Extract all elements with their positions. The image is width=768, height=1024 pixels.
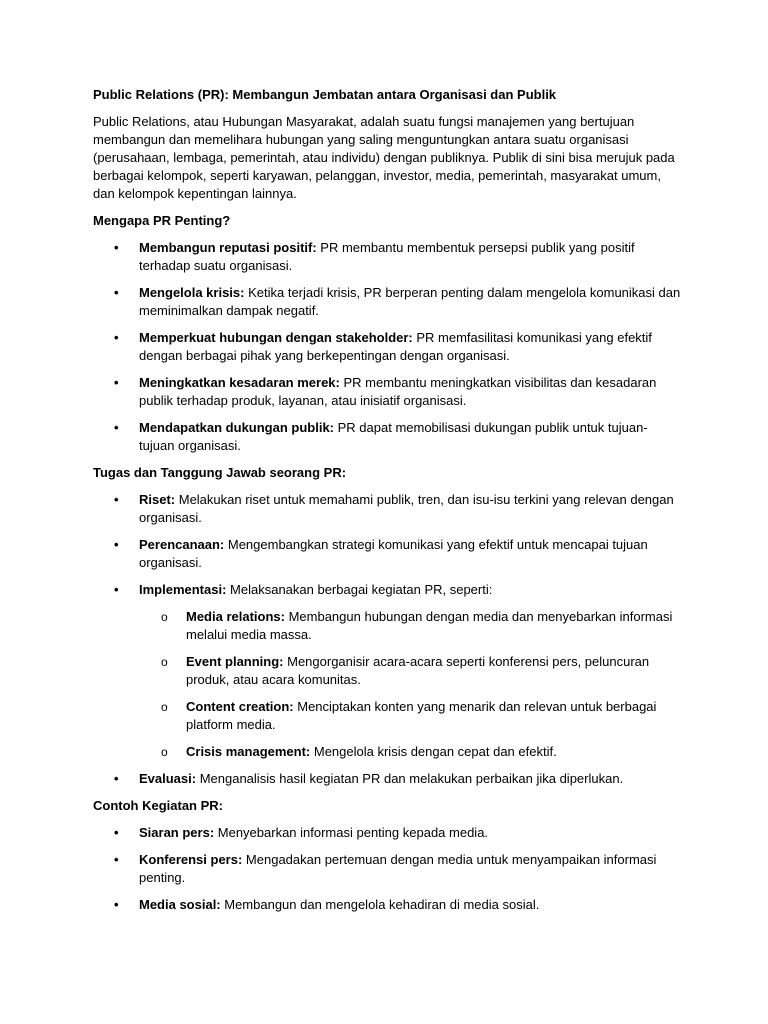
item-text: Melakukan riset untuk memahami publik, tren, dan isu-isu terkini yang relevan dengan organisasi. <box>139 492 674 525</box>
item-label: Membangun reputasi positif: <box>139 240 317 255</box>
item-label: Riset: <box>139 492 176 507</box>
document-page <box>93 86 683 923</box>
item-text: PR dapat memobilisasi dukungan publik untuk tujuan-tujuan organisasi. <box>139 420 648 453</box>
list-item <box>93 491 683 527</box>
examples-list <box>93 824 683 914</box>
list-item <box>93 419 683 455</box>
bullet-icon: • <box>114 492 119 507</box>
why-pr-list <box>93 239 683 455</box>
bullet-icon: • <box>114 375 119 390</box>
bullet-icon: • <box>114 285 119 300</box>
item-label: Content creation: <box>186 699 294 714</box>
sub-list-item <box>139 653 683 689</box>
item-text: Ketika terjadi krisis, PR berperan penting dalam mengelola komunikasi dan meminimalkan dampak negatif. <box>139 285 681 318</box>
item-text: Mengembangkan strategi komunikasi yang efektif untuk mencapai tujuan organisasi. <box>139 537 648 570</box>
item-label: Meningkatkan kesadaran merek: <box>139 375 340 390</box>
item-text: PR membantu meningkatkan visibilitas dan kesadaran publik terhadap produk, layanan, atau inisiatif organisasi. <box>139 375 657 408</box>
item-label: Media relations: <box>186 609 285 624</box>
bullet-icon: • <box>114 420 119 435</box>
item-label: Event planning: <box>186 654 284 669</box>
item-text: Mengadakan pertemuan dengan media untuk menyampaikan informasi penting. <box>139 852 657 885</box>
item-text: PR memfasilitasi komunikasi yang efektif dengan berbagai pihak yang berkepentingan dengan organisasi. <box>139 330 652 363</box>
item-label: Memperkuat hubungan dengan stakeholder: <box>139 330 413 345</box>
sub-list-item <box>139 608 683 644</box>
item-label: Mendapatkan dukungan publik: <box>139 420 335 435</box>
sub-bullet-icon: o <box>161 745 168 759</box>
item-text: Mengorganisir acara-acara seperti konferensi pers, peluncuran produk, atau acara komunitas. <box>186 654 650 687</box>
item-label: Mengelola krisis: <box>139 285 245 300</box>
sub-bullet-icon: o <box>161 655 168 669</box>
item-text: Menganalisis hasil kegiatan PR dan melakukan perbaikan jika diperlukan. <box>196 771 624 786</box>
item-label: Media sosial: <box>139 897 221 912</box>
sub-list-item <box>139 698 683 734</box>
bullet-icon: • <box>114 852 119 867</box>
list-item <box>93 329 683 365</box>
list-item <box>93 851 683 887</box>
duties-heading: Tugas dan Tanggung Jawab seorang PR: <box>93 465 347 480</box>
bullet-icon: • <box>114 582 119 597</box>
sub-bullet-icon: o <box>161 610 168 624</box>
item-text: Melaksanakan berbagai kegiatan PR, seperti: <box>226 582 493 597</box>
item-label: Siaran pers: <box>139 825 215 840</box>
item-text: Mengelola krisis dengan cepat dan efektif. <box>310 744 557 759</box>
item-label: Implementasi: <box>139 582 227 597</box>
item-label: Crisis management: <box>186 744 311 759</box>
item-text: Menyebarkan informasi penting kepada media. <box>214 825 489 840</box>
list-item <box>93 896 683 914</box>
list-item <box>93 536 683 572</box>
list-item <box>93 581 683 761</box>
bullet-icon: • <box>114 240 119 255</box>
item-text: Membangun hubungan dengan media dan menyebarkan informasi melalui media massa. <box>186 609 673 642</box>
sub-bullet-icon: o <box>161 700 168 714</box>
why-pr-heading: Mengapa PR Penting? <box>93 213 231 228</box>
duties-list <box>93 491 683 788</box>
bullet-icon: • <box>114 825 119 840</box>
list-item <box>93 824 683 842</box>
item-text: Menciptakan konten yang menarik dan relevan untuk berbagai platform media. <box>186 699 657 732</box>
list-item <box>93 239 683 275</box>
item-text: PR membantu membentuk persepsi publik yang positif terhadap suatu organisasi. <box>139 240 635 273</box>
bullet-icon: • <box>114 330 119 345</box>
implementation-sublist <box>139 608 683 761</box>
item-label: Evaluasi: <box>139 771 197 786</box>
item-text: Membangun dan mengelola kehadiran di media sosial. <box>220 897 540 912</box>
intro-paragraph: Public Relations, atau Hubungan Masyarakat, adalah suatu fungsi manajemen yang bertujuan membangun dan memelihara hubungan yang saling menguntungkan antara suatu organisasi (perusahaan, lembaga, pemerintah, atau individu) dengan publiknya. Publik di sini bisa merujuk pada berbagai kelompok, seperti karyawan, pelanggan, investor, media, pemerintah, masyarakat umum, dan kelompok kepentingan lainnya. <box>93 114 675 201</box>
list-item <box>93 374 683 410</box>
document-title: Public Relations (PR): Membangun Jembatan antara Organisasi dan Publik <box>93 87 557 102</box>
list-item <box>93 284 683 320</box>
examples-heading: Contoh Kegiatan PR: <box>93 798 223 813</box>
list-item <box>93 770 683 788</box>
bullet-icon: • <box>114 771 119 786</box>
sub-list-item <box>139 743 683 761</box>
bullet-icon: • <box>114 897 119 912</box>
item-label: Konferensi pers: <box>139 852 243 867</box>
item-label: Perencanaan: <box>139 537 225 552</box>
bullet-icon: • <box>114 537 119 552</box>
